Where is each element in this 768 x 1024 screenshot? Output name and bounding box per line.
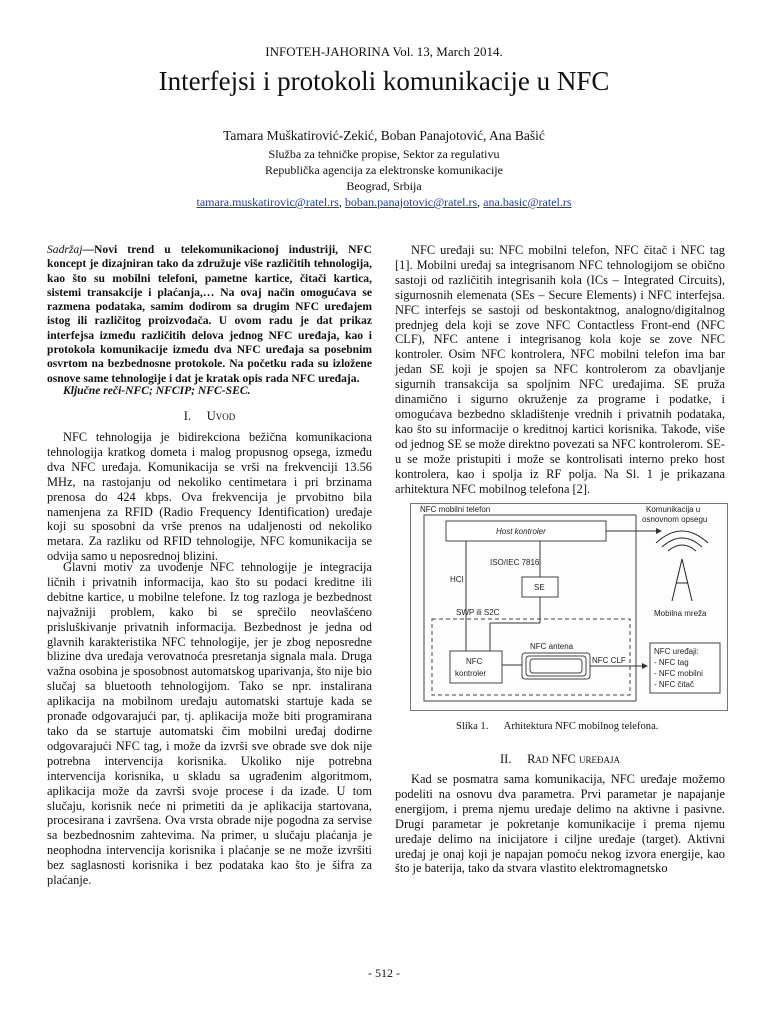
paragraph: Kad se posmatra sama komunikacija, NFC uređaje možemo podeliti na osnovu dva parametra. Prvi parametar je napajanje energijom, i prema njemu uređaje delimo na aktivne i pasivne. Drugi parametar je pokretanje komunikacije i prema njemu uređaje delimo na inicijatore i ciljne uređaje (target). Aktivni uređaj je onaj koji je napajan pomoću nekog izvora energije, kao što je baterija, tako da stvara vlastito elektromagnetsko — [395, 772, 725, 876]
device-item: - NFC tag — [654, 658, 689, 667]
email-link-1[interactable]: tamara.muskatirovic@ratel.rs — [196, 195, 339, 209]
antenna-coil — [522, 653, 590, 679]
antenna-label: NFC antena — [530, 642, 574, 651]
baseband-label: Komunikacija u — [646, 505, 701, 514]
devices-title: NFC uređaji: — [654, 647, 699, 656]
controller-label: NFC — [466, 657, 483, 666]
tower-icon — [656, 531, 708, 601]
swp-label: SWP ili S2C — [456, 608, 500, 617]
section-heading-1 — [47, 409, 372, 424]
phone-label: NFC mobilni telefon — [420, 505, 491, 514]
paragraph: NFC tehnologija je bidirekciona bežična komunikaciona tehnologija kratkog dometa i malog propusnog opsega, između dva NFC uređaja. Komunikacija se vrši na frekvenciji 13.56 MHz, na rastojanju od nekoliko centimetara i pri brzinama prenosa do 424 kbps. Ova frekvencija je prvobitno bila namenjena za RFID (Radio Frequency Identification) uređaje koji su sposobni da vrše prenos na udaljenosti od nekoliko metara. Za razliku od RFID tehnologije, NFC komunikacija se odvija samo u neposrednoj blizini. — [47, 430, 372, 564]
abstract-label: Sadržaj — [47, 243, 83, 256]
abstract — [47, 243, 372, 386]
section-number: I. — [183, 409, 192, 423]
keywords: Ključne reči-NFC; NFCIP; NFC-SEC. — [63, 384, 251, 397]
section-title: Rad NFC uređaja — [527, 752, 620, 766]
mobile-network-label: Mobilna mreža — [654, 609, 707, 618]
section-title: Uvod — [206, 409, 236, 423]
nfc-architecture-diagram — [410, 503, 728, 711]
baseband-label: osnovnom opsegu — [642, 515, 708, 524]
affiliation-line-3: Beograd, Srbija — [346, 179, 422, 193]
device-item: - NFC čitač — [654, 680, 694, 689]
nfc-controller-box — [450, 651, 502, 683]
figure-caption: Slika 1. Arhitektura NFC mobilnog telefona. — [456, 721, 659, 732]
authors: Tamara Muškatirović-Zekić, Boban Panajotović, Ana Bašić — [223, 128, 545, 143]
paragraph: Glavni motiv za uvođenje NFC tehnologije je integracija ličnih i privatnih informacija, kao što su podaci kreditne ili debitne kartice, u mobilne telefone. Iz tog razloga je bezbednost najvažniji problem, kako bi se sprečilo neovlašćeno prisluškivanje privatnih informacija. Bezbednost je jedna od glavnih karakteristika NFC tehnologije, jer je zbog neposredne blizine dva uređaja verovatnoća presretanja signala mala. Druga važna osobina je sposobnost automatskog uparivanja, što nije bio slučaj sa bluetooth tehnologijom. Tako se npr. instalirana aplikacija na mobilnom uređaju automatski startuje kada se pronađe odgovarajući par, tj. aplikacija može biti programirana tako da se startuje automatski čim mobilni uređaj dodirne odgovarajući NFC tag, i može da izvrši sve obrade sve dok nije potrebna intervencija korisnika. Ukoliko nije potrebna intervencija korisnika, u skladu sa ugrađenim algoritmom, aplikacija može da završi svoje procese i da izađe. U tom slučaju, korisnik neće ni primetiti da je aplikacija startovana, procesirana i završena. Ova vrsta obrade nije pogodna za servise sa bezbednosnim zahtevima. Na primer, u slučaju plaćanja je neophodna intervencija korisnika i plaćanje se ne može izvršiti bez saglasnosti korisnika i bez podataka kao što je šifra za plaćanje. — [47, 560, 372, 888]
email-line — [0, 195, 768, 210]
device-item: - NFC mobilni — [654, 669, 703, 678]
email-separator: , — [338, 195, 345, 209]
affiliation-line-2: Republička agencija za elektronske komunikacije — [265, 163, 503, 177]
affiliation-line-1: Služba za tehničke propise, Sektor za regulativu — [268, 147, 500, 161]
abstract-text: —Novi trend u telekomunikacionoj industriji, NFC koncept je dizajniran tako da združuje više različitih tehnologija, kao što su mobilni telefoni, pametne kartice, čitači kartica, sistemi transakcije i plaćanja,… Na ovaj način omogućava se razmena podataka, samim dodirom sa drugim NFC uređajem istog ili različitog proizvođača. U ovom radu je dat prikaz interfejsa između različitih delova jednog NFC uređaja, kao i protokola komunikacije između dva NFC uređaja sa posebnim osvrtom na bezbednosne protokole. Na početku rada su izložene osnove same tehnologije i dat je kratak opis rada NFC uređaja. — [47, 243, 372, 385]
se-label: SE — [534, 583, 545, 592]
host-controller-label: Host kontroler — [496, 527, 546, 536]
section-heading-2 — [395, 752, 725, 767]
paper-title: Interfejsi i protokoli komunikacije u NFC — [158, 66, 610, 96]
hci-label: HCI — [450, 575, 464, 584]
email-separator: , — [477, 195, 484, 209]
email-link-3[interactable]: ana.basic@ratel.rs — [483, 195, 572, 209]
section-number: II. — [500, 752, 512, 766]
controller-label: kontroler — [455, 669, 487, 678]
page-number: - 512 - — [368, 966, 400, 980]
email-link-2[interactable]: boban.panajotovic@ratel.rs — [344, 195, 478, 209]
journal-header: INFOTEH-JAHORINA Vol. 13, March 2014. — [265, 44, 503, 59]
iso-label: ISO/IEC 7816 — [490, 558, 540, 567]
clf-label: NFC CLF — [592, 656, 626, 665]
paragraph: NFC uređaji su: NFC mobilni telefon, NFC čitač i NFC tag [1]. Mobilni uređaj sa integrisanom NFC tehnologijom se obično sastoji od različitih integrisanih kola (ICs – Integrated Circuits), sigurnosnih elemenata (SEs – Secure Elements) i NFC interfejsa. NFC interfejs se sastoji od beskontaktnog, analogno/digitalnog prednjeg dela koji se zove NFC Contactless Front-end (NFC CLF), NFC antene i integrisanog kola koje se zove NFC kontroler. Osim NFC kontrolera, NFC mobilni telefon ima bar jedan SE koji je spojen sa NFC kontrolerom za obavljanje sigurnih transakcija sa spoljnim NFC uređajima. SE pruža dinamično i sigurno okruženje za programe i podatke, i omogućava bezbedno skladištenje vrednih i privatnih podataka, kao što su informacije o kreditnoj kartici korisnika. Takođe, više od jednog SE se može direktno povezati sa NFC kontrolerom. SE-u se može pristupiti i može se kontrolisati interno preko host kontrolera, kao i spolja iz RF polja. Na Sl. 1 je prikazana arhitektura NFC mobilnog telefona [2]. — [395, 243, 725, 496]
